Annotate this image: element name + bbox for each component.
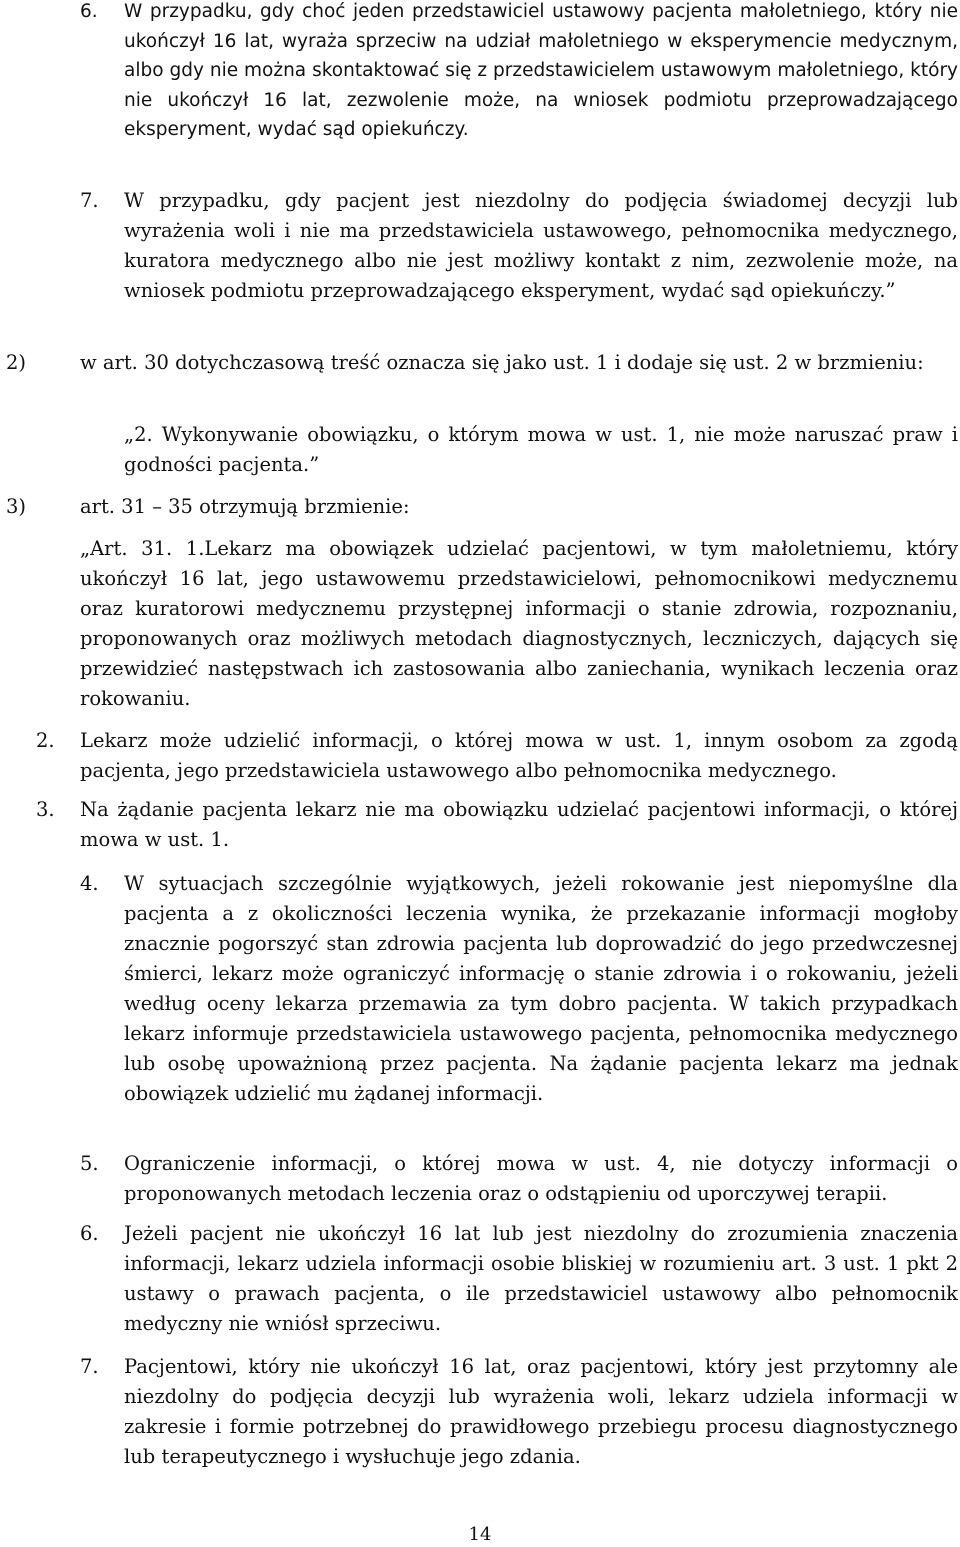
paragraph-text: W sytuacjach szczególnie wyjątkowych, jeżeli rokowanie jest niepomyślne dla pacjenta a z okoliczności leczenia wynika, że przekazanie informacji mogłoby znacznie pogorszyć stan zdrowia pacjenta lub doprowadzić do jego przedwczesnej śmierci, lekarz może ograniczyć informację o stanie zdrowia i o rokowaniu, jeżeli według oceny lekarza przemawia za tym dobro pacjenta. W takich przypadkach lekarz informuje przedstawiciela ustawowego pacjenta, pełnomocnika medycznego lub osobę upoważnioną przez pacjenta. Na żądanie pacjenta lekarz ma jednak obowiązek udzielić mu żądanej informacji. — [124, 872, 958, 1105]
quoted-provision — [124, 420, 958, 480]
paragraph — [124, 1352, 958, 1472]
item-number: 2. — [36, 729, 55, 752]
paragraph-text: art. 31 – 35 otrzymują brzmienie: — [80, 495, 410, 518]
paragraph-text: „2. Wykonywanie obowiązku, o którym mowa w ust. 1, nie może naruszać praw i godności pacjenta.” — [124, 423, 958, 476]
paragraph — [124, 1149, 958, 1209]
paragraph-text: W przypadku, gdy pacjent jest niezdolny do podjęcia świadomej decyzji lub wyrażenia woli i nie ma przedstawiciela ustawowego, pełnomocnika medycznego, kuratora medycznego albo nie jest możliwy kontakt z nim, zezwolenie może, na wniosek podmiotu przeprowadzającego eksperyment, wydać sąd opiekuńczy.” — [124, 189, 958, 302]
paragraph — [80, 795, 958, 855]
paragraph-text: Lekarz może udzielić informacji, o której mowa w ust. 1, innym osobom za zgodą pacjenta, jego przedstawiciela ustawowego albo pełnomocnika medycznego. — [80, 729, 958, 782]
item-number: 7. — [80, 1355, 99, 1378]
point-number: 2) — [6, 351, 27, 374]
item-number: 3. — [36, 798, 55, 821]
paragraph — [124, 0, 958, 145]
paragraph — [80, 492, 958, 522]
paragraph — [80, 726, 958, 786]
quoted-provision — [80, 534, 958, 714]
point-number: 3) — [6, 495, 27, 518]
paragraph-text: Jeżeli pacjent nie ukończył 16 lat lub jest niezdolny do zrozumienia znaczenia informacji, lekarz udziela informacji osobie bliskiej w rozumieniu art. 3 ust. 1 pkt 2 ustawy o prawach pacjenta, o ile przedstawiciel ustawowy albo pełnomocnik medyczny nie wniósł sprzeciwu. — [124, 1222, 958, 1335]
item-number: 6. — [80, 1, 98, 22]
paragraph — [124, 1219, 958, 1339]
item-number: 7. — [80, 189, 99, 212]
item-number: 5. — [80, 1152, 99, 1175]
item-number: 6. — [80, 1222, 99, 1245]
paragraph-text: W przypadku, gdy choć jeden przedstawiciel ustawowy pacjenta małoletniego, który nie ukończył 16 lat, wyraża sprzeciw na udział małoletniego w eksperymencie medycznym, albo gdy nie można skontaktować się z przedstawicielem ustawowym małoletniego, który nie ukończył 16 lat, zezwolenie może, na wniosek podmiotu przeprowadzającego eksperyment, wydać sąd opiekuńczy. — [124, 1, 958, 140]
page-number: 14 — [468, 1524, 492, 1545]
paragraph-text: w art. 30 dotychczasową treść oznacza się jako ust. 1 i dodaje się ust. 2 w brzmieniu: — [80, 351, 924, 374]
paragraph — [124, 186, 958, 306]
paragraph-text: „Art. 31. 1.Lekarz ma obowiązek udzielać pacjentowi, w tym małoletniemu, który ukończył 16 lat, jego ustawowemu przedstawicielowi, pełnomocnikowi medycznemu oraz kuratorowi medycznemu przystępnej informacji o stanie zdrowia, rozpoznaniu, proponowanych oraz możliwych metodach diagnostycznych, leczniczych, dających się przewidzieć następstwach ich zastosowania albo zaniechania, wynikach leczenia oraz rokowaniu. — [80, 537, 958, 710]
item-number: 4. — [80, 872, 99, 895]
paragraph-text: Pacjentowi, który nie ukończył 16 lat, oraz pacjentowi, który jest przytomny ale niezdolny do podjęcia decyzji lub wyrażenia woli, lekarz udziela informacji w zakresie i formie potrzebnej do prawidłowego przebiegu procesu diagnostycznego lub terapeutycznego i wysłuchuje jego zdania. — [124, 1355, 958, 1468]
paragraph — [124, 869, 958, 1109]
paragraph — [6, 348, 958, 378]
paragraph-text: Na żądanie pacjenta lekarz nie ma obowiązku udzielać pacjentowi informacji, o której mowa w ust. 1. — [80, 798, 958, 851]
paragraph-text: Ograniczenie informacji, o której mowa w ust. 4, nie dotyczy informacji o proponowanych metodach leczenia oraz o odstąpieniu od uporczywej terapii. — [124, 1152, 958, 1205]
